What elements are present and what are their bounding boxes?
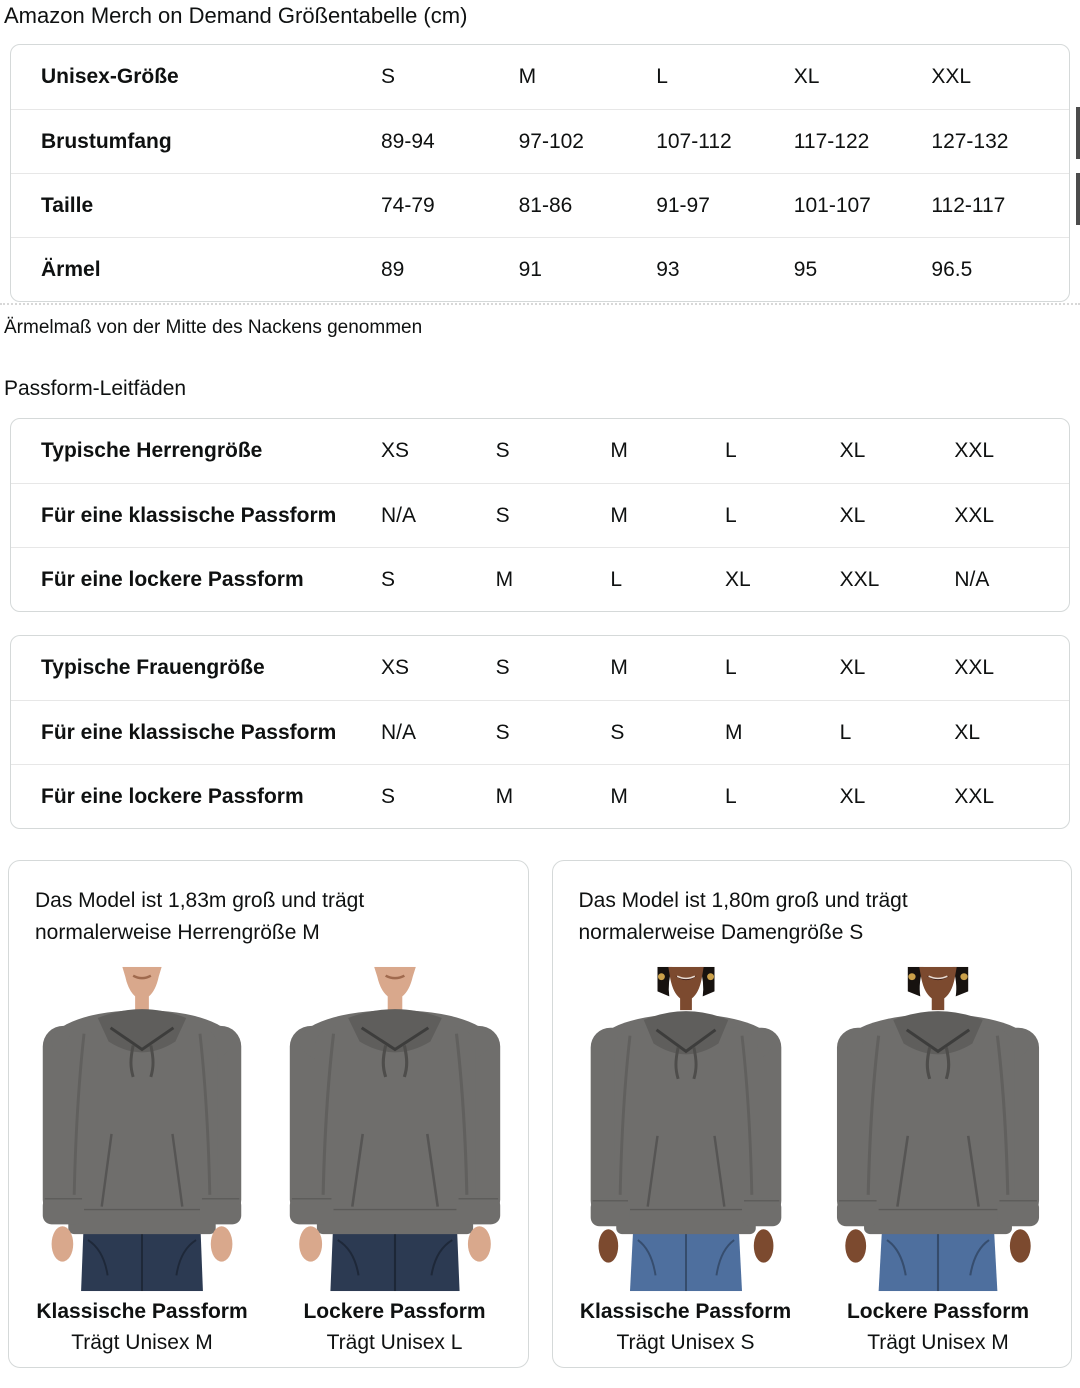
size-cell: XXL	[839, 567, 880, 591]
size-cell: 89	[381, 257, 405, 281]
size-cell: M	[610, 656, 628, 679]
size-cell: L	[724, 656, 737, 679]
page-title: Amazon Merch on Demand Größentabelle (cm)	[4, 3, 468, 28]
table-row	[11, 700, 1069, 764]
row-label: Ärmel	[41, 257, 101, 281]
table-row	[11, 109, 1069, 173]
size-cell: XXL	[931, 65, 972, 88]
size-cell: L	[724, 784, 737, 808]
figure-loose-fit-male	[282, 964, 508, 1355]
size-cell: 93	[656, 257, 680, 281]
size-cell: XL	[839, 656, 866, 679]
size-cell: M	[610, 439, 628, 462]
size-cell: 97-102	[518, 129, 584, 153]
size-cell: S	[495, 720, 510, 744]
size-cell: S	[495, 503, 510, 527]
scrollbar-thumb[interactable]	[1076, 107, 1080, 159]
model-cards	[8, 860, 1072, 1368]
size-cell: S	[381, 784, 396, 808]
fit-label: Lockere Passform	[303, 1300, 486, 1323]
size-cell: 89-94	[381, 129, 435, 153]
sleeve-measure-note: Ärmelmaß von der Mitte des Nackens genommen	[4, 317, 423, 338]
size-cell: N/A	[954, 567, 990, 591]
table-row	[11, 547, 1069, 611]
size-cell: 74-79	[381, 193, 435, 217]
figure-classic-fit-female	[573, 964, 799, 1355]
table-row	[11, 237, 1069, 301]
womens-model-card	[552, 860, 1073, 1368]
size-cell: 96.5	[931, 257, 973, 281]
size-cell: 101-107	[793, 193, 871, 217]
size-cell: N/A	[381, 503, 417, 527]
size-cell: XXL	[954, 439, 995, 462]
unisex-size-table	[10, 44, 1070, 302]
size-worn-label: Trägt Unisex M	[867, 1331, 1009, 1354]
row-label: Für eine klassische Passform	[41, 503, 337, 527]
fit-label: Klassische Passform	[36, 1300, 248, 1323]
size-cell: S	[495, 656, 510, 679]
size-cell: XL	[724, 567, 751, 591]
size-worn-label: Trägt Unisex M	[71, 1331, 213, 1354]
size-cell: L	[724, 503, 737, 527]
size-cell: XXL	[954, 656, 995, 679]
size-cell: 127-132	[931, 129, 1009, 153]
size-cell: XXL	[954, 503, 995, 527]
model-figures	[573, 964, 1052, 1355]
size-cell: S	[381, 567, 396, 591]
size-cell: 112-117	[931, 193, 1006, 217]
mens-model-card	[8, 860, 529, 1368]
size-cell: XL	[839, 439, 866, 462]
size-cell: S	[495, 439, 510, 462]
figure-loose-fit-female	[825, 964, 1051, 1355]
size-cell: 95	[793, 257, 818, 281]
row-label: Brustumfang	[41, 129, 172, 153]
table-row	[11, 636, 1069, 700]
size-cell: L	[839, 720, 852, 744]
model-photo-classic-female	[573, 964, 799, 1294]
size-cell: N/A	[381, 720, 417, 744]
table-row	[11, 483, 1069, 547]
table-row	[11, 419, 1069, 483]
size-cell: 91	[518, 257, 542, 281]
table-row	[11, 764, 1069, 828]
size-cell: XL	[954, 720, 981, 744]
fit-label: Lockere Passform	[846, 1300, 1030, 1323]
table-row	[11, 173, 1069, 237]
row-label: Unisex-Größe	[41, 65, 179, 88]
size-cell: XL	[793, 65, 820, 88]
size-worn-label: Trägt Unisex S	[616, 1331, 755, 1354]
row-label: Für eine lockere Passform	[41, 567, 304, 591]
size-cell: XS	[381, 656, 410, 679]
size-cell: M	[610, 503, 628, 527]
womens-fit-table	[10, 635, 1070, 829]
size-cell: M	[495, 567, 514, 591]
row-label: Für eine klassische Passform	[41, 720, 337, 744]
row-label: Für eine lockere Passform	[41, 784, 304, 808]
row-label: Typische Herrengröße	[41, 439, 263, 462]
figure-classic-fit-male	[29, 964, 255, 1355]
size-cell: M	[724, 720, 743, 744]
size-cell: S	[381, 65, 396, 88]
model-photo-loose-male	[275, 964, 515, 1294]
table-header-row	[11, 45, 1069, 109]
size-cell: M	[495, 784, 514, 808]
table-scroll-track	[0, 303, 1080, 305]
size-cell: 81-86	[518, 193, 573, 217]
size-cell: XL	[839, 784, 866, 808]
size-cell: M	[518, 65, 537, 88]
size-cell: 117-122	[793, 129, 870, 153]
size-cell: XS	[381, 439, 410, 462]
size-cell: L	[610, 567, 623, 591]
scrollbar-thumb[interactable]	[1076, 173, 1080, 225]
size-cell: L	[724, 439, 737, 462]
size-cell: M	[610, 784, 628, 808]
row-label: Taille	[41, 193, 94, 217]
size-cell: XXL	[954, 784, 995, 808]
mens-fit-table	[10, 418, 1070, 612]
row-label: Typische Frauengröße	[41, 656, 265, 679]
fit-label: Klassische Passform	[579, 1300, 792, 1323]
size-cell: S	[610, 720, 625, 744]
model-card-caption: Das Model ist 1,80m groß und trägt normalerweise Damengröße S	[578, 889, 908, 944]
model-photo-loose-female	[818, 964, 1058, 1294]
model-figures	[29, 964, 508, 1355]
model-card-caption: Das Model ist 1,83m groß und trägt normalerweise Herrengröße M	[35, 889, 365, 944]
size-worn-label: Trägt Unisex L	[326, 1331, 463, 1354]
size-cell: 107-112	[656, 129, 732, 153]
fit-guides-heading: Passform-Leitfäden	[4, 377, 187, 400]
model-photo-classic-male	[29, 964, 255, 1294]
size-cell: L	[656, 65, 668, 88]
size-cell: 91-97	[656, 193, 710, 217]
size-cell: XL	[839, 503, 866, 527]
